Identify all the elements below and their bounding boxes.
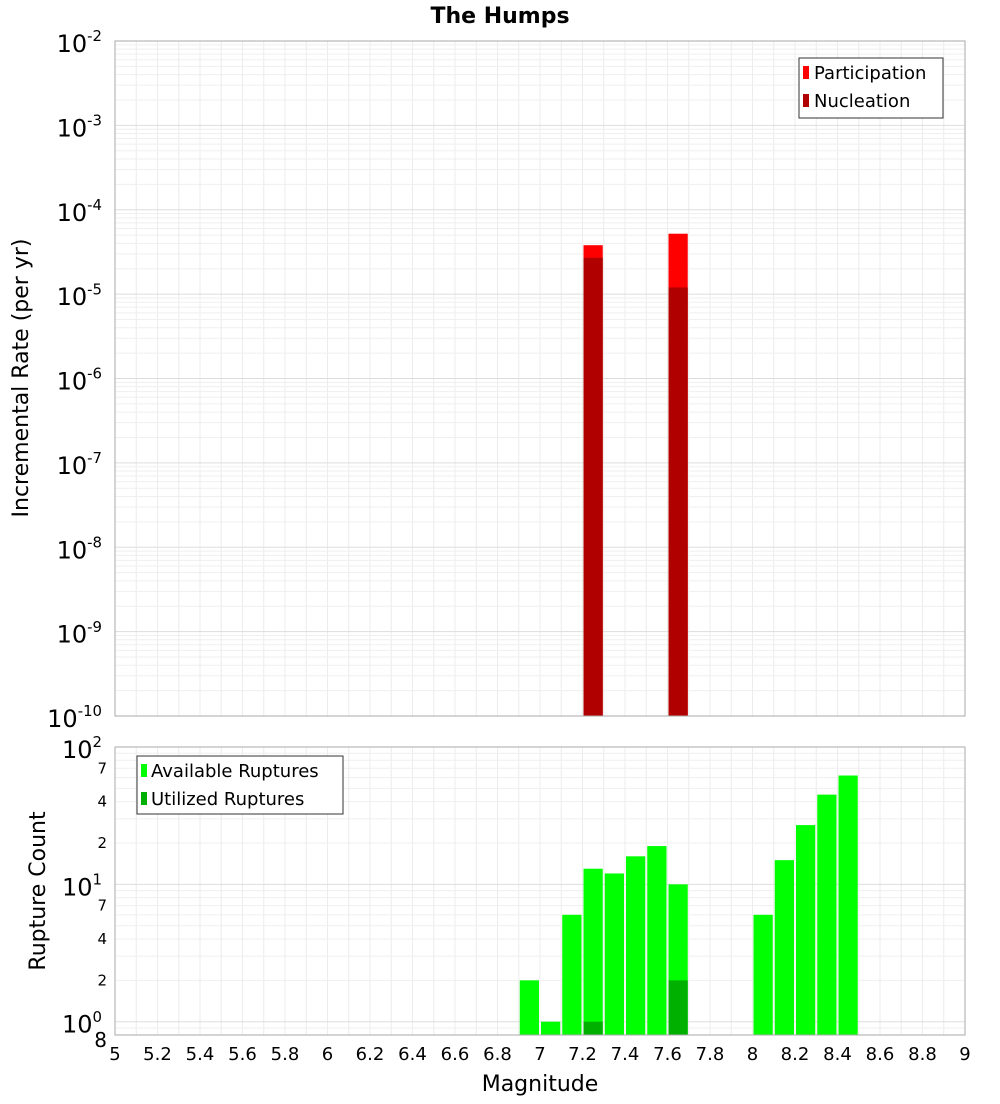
available-ruptures-bar: [562, 915, 581, 1035]
available-ruptures-bar: [647, 846, 666, 1035]
available-ruptures-bar: [520, 980, 539, 1035]
bottom-y-minor-tick-label: 4: [97, 792, 107, 811]
available-ruptures-bar: [817, 795, 836, 1035]
x-tick-label: 5.4: [185, 1044, 215, 1065]
top-y-tick-label: $10^{-6}$: [56, 364, 102, 396]
legend-swatch: [803, 66, 809, 79]
legend-swatch: [141, 764, 147, 777]
available-ruptures-bar: [796, 825, 815, 1035]
legend-swatch: [803, 94, 809, 107]
available-ruptures-bar: [541, 1022, 560, 1035]
top-y-tick-label: $10^{-3}$: [56, 111, 102, 143]
x-tick-label: 7.4: [610, 1044, 640, 1065]
x-tick-label: 6.2: [355, 1044, 385, 1065]
nucleation-bar: [669, 287, 688, 716]
bottom-legend: [137, 756, 343, 814]
x-tick-label: 6.4: [398, 1044, 427, 1065]
utilized-ruptures-bar: [584, 1022, 603, 1035]
bottom-count-panel: [62, 733, 971, 1065]
top-y-tick-label: $10^{-10}$: [47, 702, 102, 733]
x-tick-label: 6: [321, 1044, 334, 1065]
bottom-y-minor-tick-label: 2: [97, 834, 107, 852]
bottom-y-axis-label: Rupture Count: [26, 811, 51, 971]
available-ruptures-bar: [775, 860, 794, 1035]
x-tick-label: 5.8: [270, 1044, 300, 1065]
x-tick-label: 7: [534, 1044, 546, 1065]
top-y-tick-label: $10^{-5}$: [56, 280, 102, 312]
bottom-y-minor-tick-label: 7: [97, 896, 107, 915]
x-tick-label: 8: [746, 1044, 759, 1065]
x-tick-label: 6.6: [440, 1044, 470, 1065]
x-tick-label: 7.6: [653, 1044, 682, 1065]
x-tick-label: 5: [109, 1044, 121, 1065]
x-tick-label: 8.4: [823, 1044, 852, 1065]
top-y-axis-label: Incremental Rate (per yr): [9, 238, 34, 518]
x-tick-label: 8.6: [865, 1044, 895, 1065]
x-tick-label: 5.2: [143, 1044, 172, 1065]
legend-label: Nucleation: [814, 91, 911, 112]
bottom-y-major-tick-label: $10^2$: [61, 733, 102, 764]
legend-label: Utilized Ruptures: [151, 789, 305, 810]
legend-swatch: [141, 792, 147, 805]
available-ruptures-bar: [626, 856, 645, 1035]
available-ruptures-bar: [605, 873, 624, 1035]
x-tick-label: 7.8: [695, 1044, 725, 1065]
top-y-tick-label: $10^{-8}$: [56, 533, 102, 565]
bottom-y-minor-tick-label: 8: [94, 1028, 107, 1052]
bottom-y-major-tick-label: $10^1$: [61, 870, 102, 902]
chart-title: The Humps: [430, 4, 570, 29]
bottom-y-minor-tick-label: 4: [97, 930, 107, 948]
bottom-y-minor-tick-label: 7: [97, 759, 107, 778]
available-ruptures-bar: [584, 869, 603, 1035]
x-tick-label: 8.2: [780, 1044, 810, 1065]
x-tick-label: 6.8: [483, 1044, 512, 1065]
x-tick-label: 8.8: [908, 1044, 937, 1065]
x-tick-label: 7.2: [568, 1044, 597, 1065]
bottom-y-major-tick-label: $10^0$: [61, 1007, 102, 1039]
x-axis-label: Magnitude: [481, 1072, 599, 1097]
available-ruptures-bar: [839, 776, 858, 1035]
top-y-tick-label: $10^{-4}$: [56, 195, 102, 227]
x-tick-label: 5.6: [228, 1044, 257, 1065]
top-y-tick-label: $10^{-2}$: [56, 27, 102, 58]
legend-label: Participation: [814, 63, 927, 84]
top-rate-panel: [47, 27, 965, 733]
utilized-ruptures-bar: [669, 980, 688, 1035]
top-y-tick-label: $10^{-7}$: [56, 449, 102, 480]
bottom-y-minor-tick-label: 2: [97, 971, 107, 990]
top-legend: [799, 58, 943, 118]
x-tick-label: 9: [959, 1044, 971, 1065]
nucleation-bar: [584, 258, 603, 716]
legend-label: Available Ruptures: [151, 761, 319, 782]
available-ruptures-bar: [754, 915, 773, 1035]
top-y-tick-label: $10^{-9}$: [56, 617, 102, 649]
